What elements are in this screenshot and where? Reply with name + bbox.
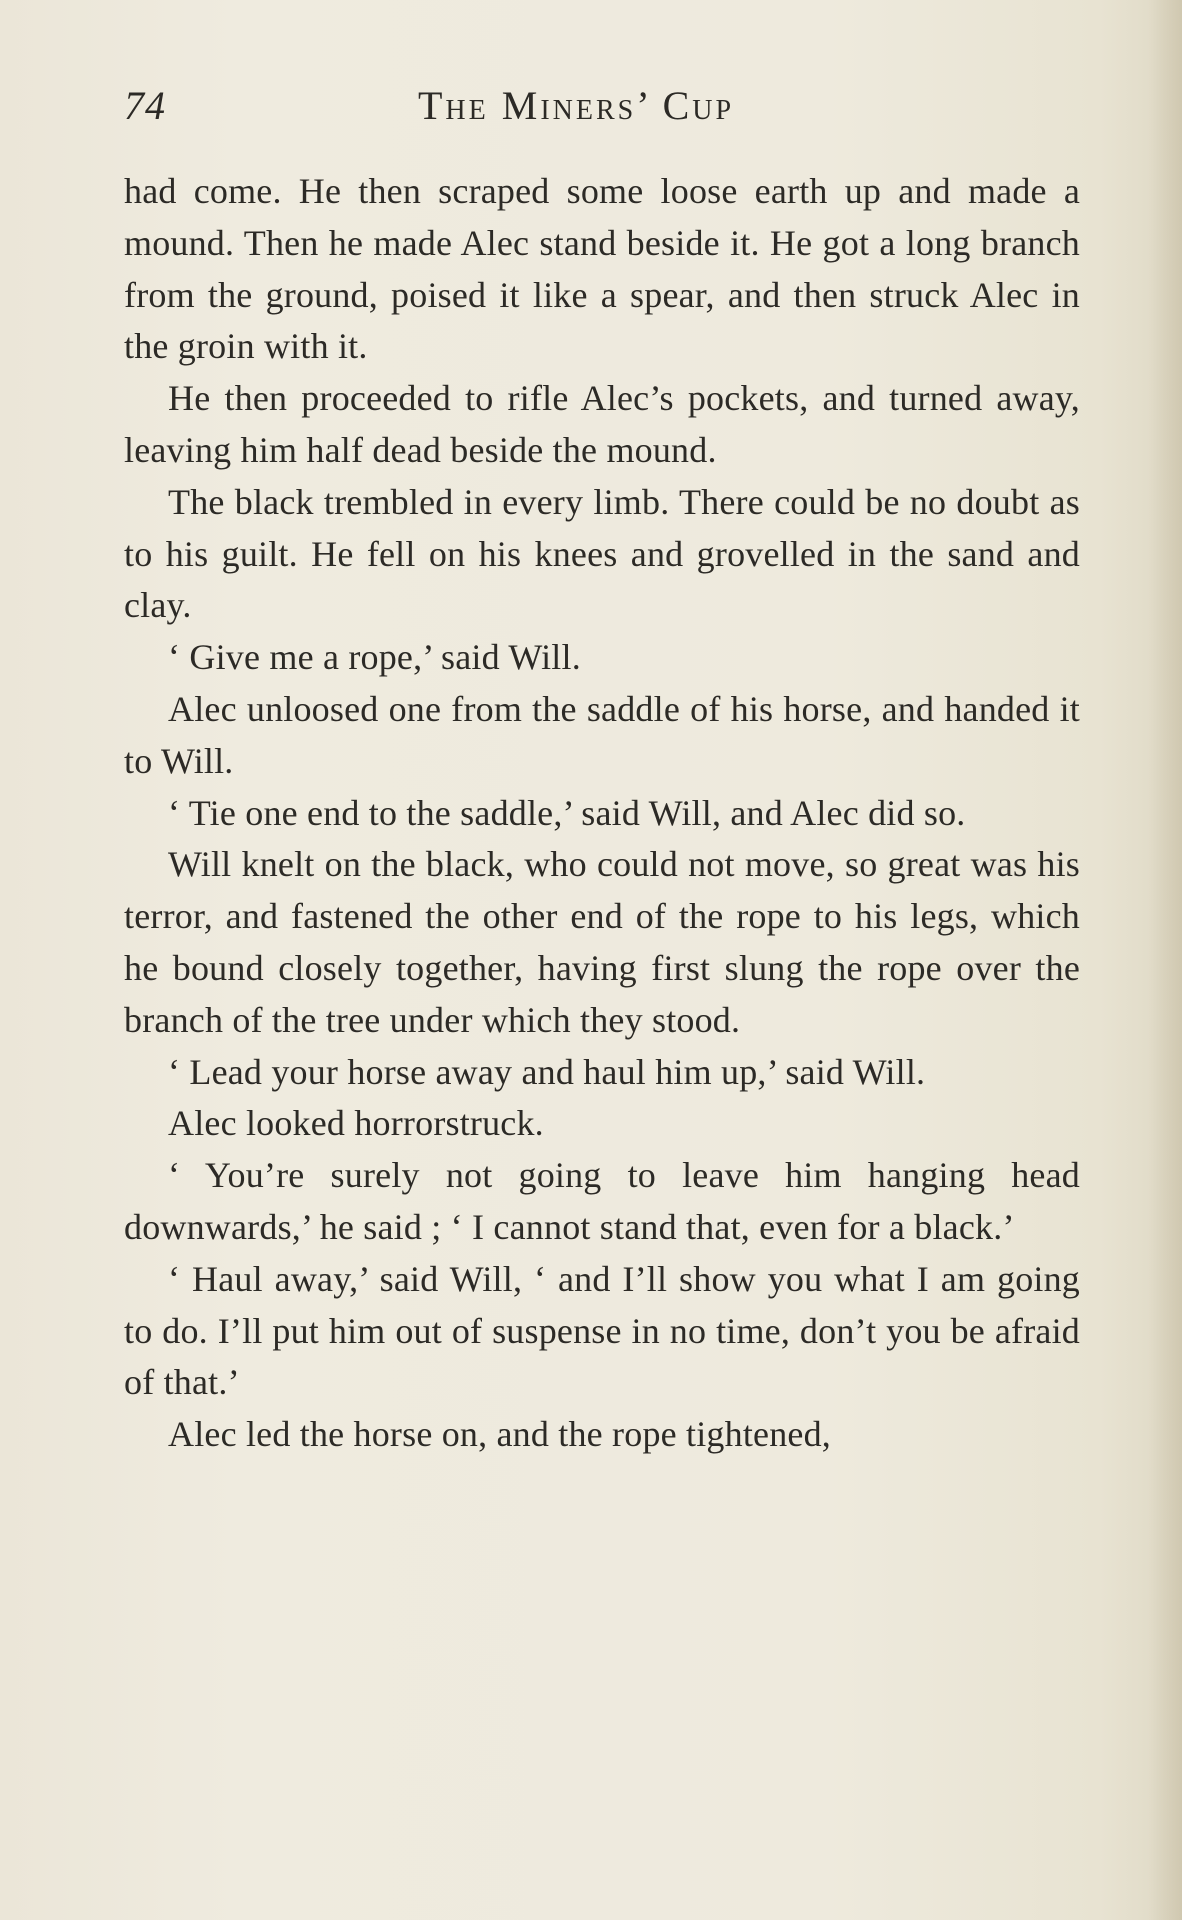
body-text — [124, 166, 1080, 1461]
paragraph: had come. He then scraped some loose earth up and made a mound. Then he made Alec stand beside it. He got a long branch from the ground, poised it like a spear, and then struck Alec in the groin with it. — [124, 171, 1080, 367]
running-title: The Miners’ Cup — [418, 83, 735, 128]
page-gutter-shadow — [1148, 0, 1182, 1920]
paragraph: ‘ Give me a rope,’ said Will. — [168, 637, 581, 678]
paragraph: Will knelt on the black, who could not move, so great was his terror, and fastened the other end of the rope to his legs, which he bound closely together, having first slung the rope over the branch of the tree under which they stood. — [124, 844, 1080, 1040]
paragraph: Alec led the horse on, and the rope tightened, — [168, 1414, 831, 1455]
paragraph: He then proceeded to rifle Alec’s pockets, and turned away, leaving him half dead beside the mound. — [124, 378, 1080, 470]
running-head — [124, 82, 1080, 142]
paragraph: ‘ Haul away,’ said Will, ‘ and I’ll show you what I am going to do. I’ll put him out of suspense in no time, don’t you be afraid of that.’ — [124, 1258, 1080, 1403]
page-number: 74 — [124, 83, 166, 128]
paragraph: Alec unloosed one from the saddle of his horse, and handed it to Will. — [124, 688, 1080, 781]
paragraph: ‘ Tie one end to the saddle,’ said Will, and Alec did so. — [168, 792, 966, 833]
paragraph: ‘ You’re surely not going to leave him hanging head downwards,’ he said ; ‘ I cannot stand that, even for a black.’ — [124, 1155, 1080, 1247]
paragraph: ‘ Lead your horse away and haul him up,’ said Will. — [168, 1051, 926, 1092]
paragraph: The black trembled in every limb. There could be no doubt as to his guilt. He fell on his knees and grovelled in the sand and clay. — [124, 481, 1080, 626]
paragraph: Alec looked horrorstruck. — [168, 1103, 544, 1144]
